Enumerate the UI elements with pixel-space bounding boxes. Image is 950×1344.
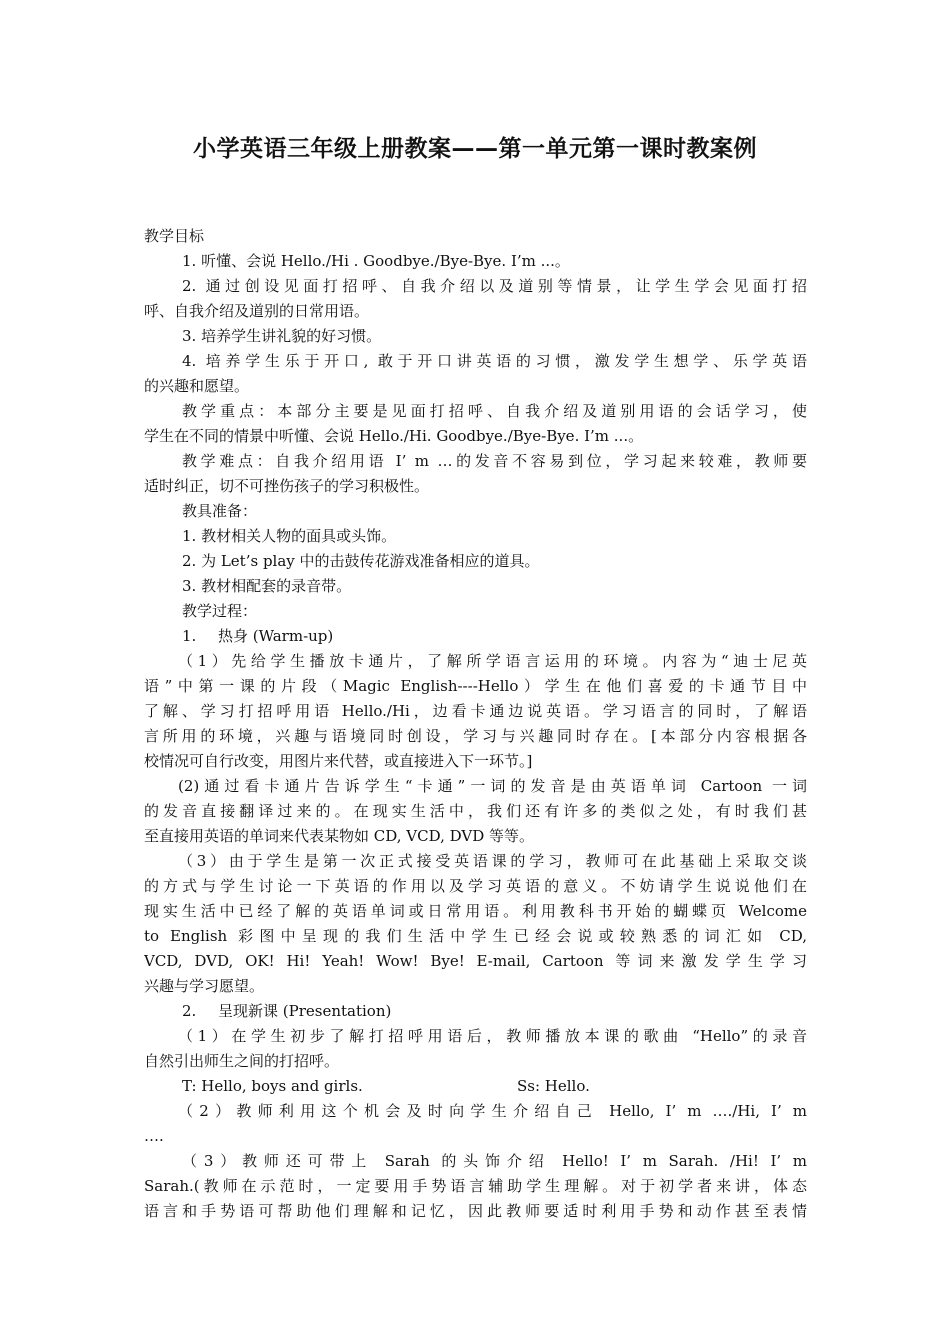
paragraph-line: 现实生活中已经了解的英语单词或日常用语。利用教科书开始的蝴蝶页 Welcome xyxy=(144,902,807,920)
paragraph-line: (2)通过看卡通片告诉学生“卡通”一词的发音是由英语单词 Cartoon 一词 xyxy=(178,777,807,795)
paragraph-line: 兴趣与学习愿望。 xyxy=(144,977,265,995)
step-title: 呈现新课 (Presentation) xyxy=(218,1002,392,1020)
paragraph-line: 自然引出师生之间的打招呼。 xyxy=(144,1052,340,1070)
paragraph-line: to English 彩图中呈现的我们生活中学生已经会说或较熟悉的词汇如 CD, xyxy=(144,927,807,945)
paragraph-line: 3. 培养学生讲礼貌的好习惯。 xyxy=(182,327,382,345)
paragraph-line: 的兴趣和愿望。 xyxy=(144,377,250,395)
paragraph-line: （1）先给学生播放卡通片，了解所学语言运用的环境。内容为“迪士尼英 xyxy=(178,652,807,670)
paragraph-line: 语”中第一课的片段（Magic English----Hello）学生在他们喜爱的卡通节目中 xyxy=(144,677,807,695)
step-heading-presentation xyxy=(144,999,807,1024)
step-number: 2. xyxy=(182,1002,197,1020)
step-heading-warmup xyxy=(144,624,807,649)
dialogue-line xyxy=(144,1074,807,1099)
paragraph-line: 4. 培养学生乐于开口, 敢于开口讲英语的习惯，激发学生想学、乐学英语 xyxy=(182,352,807,370)
section-heading-objectives: 教学目标 xyxy=(144,227,205,245)
document-body xyxy=(144,224,807,1224)
paragraph-line: 言所用的环境，兴趣与语境同时创设，学习与兴趣同时存在。[本部分内容根据各 xyxy=(144,727,807,745)
paragraph-line: （3）由于学生是第一次正式接受英语课的学习，教师可在此基础上采取交谈 xyxy=(178,852,807,870)
paragraph-line: 了解、学习打招呼用语 Hello./Hi，边看卡通边说英语。学习语言的同时，了解语 xyxy=(144,702,807,720)
step-title: 热身 (Warm-up) xyxy=(218,627,334,645)
paragraph-line: Sarah.(教师在示范时，一定要用手势语言辅助学生理解。对于初学者来讲，体态 xyxy=(144,1177,807,1195)
paragraph-line: 校情况可自行改变，用图片来代替，或直接进入下一环节。] xyxy=(144,752,533,770)
paragraph-line: 适时纠正，切不可挫伤孩子的学习积极性。 xyxy=(144,477,430,495)
section-heading-process: 教学过程： xyxy=(182,602,258,620)
paragraph-line: 1. 听懂、会说 Hello./Hi . Goodbye./Bye-Bye. I’m ...。 xyxy=(182,252,570,270)
paragraph-line: 教学重点：本部分主要是见面打招呼、自我介绍及道别用语的会话学习，使 xyxy=(182,402,807,420)
dialogue-students: Ss: Hello. xyxy=(517,1077,590,1095)
step-number: 1. xyxy=(182,627,197,645)
paragraph-line: 2. 通过创设见面打招呼、自我介绍以及道别等情景，让学生学会见面打招 xyxy=(182,277,807,295)
paragraph-line: 2. 为 Let’s play 中的击鼓传花游戏准备相应的道具。 xyxy=(182,552,540,570)
paragraph-line: VCD, DVD, OK! Hi! Yeah! Wow! Bye! E-mail, Cartoon 等词来激发学生学习 xyxy=(144,952,807,970)
paragraph-line: …. xyxy=(144,1127,164,1145)
paragraph-line: 学生在不同的情景中听懂、会说 Hello./Hi. Goodbye./Bye-Bye. I’m ...。 xyxy=(144,427,644,445)
paragraph-line: 至直接用英语的单词来代表某物如 CD, VCD, DVD 等等。 xyxy=(144,827,535,845)
paragraph-line: 的发音直接翻译过来的。在现实生活中，我们还有许多的类似之处，有时我们甚 xyxy=(144,802,807,820)
paragraph-line: 教学难点：自我介绍用语 I’ m …的发音不容易到位，学习起来较难，教师要 xyxy=(182,452,807,470)
section-heading-materials: 教具准备： xyxy=(182,502,258,520)
paragraph-line: 的方式与学生讨论一下英语的作用以及学习英语的意义。不妨请学生说说他们在 xyxy=(144,877,807,895)
document-title: 小学英语三年级上册教案——第一单元第一课时教案例 xyxy=(193,136,757,162)
dialogue-teacher: T: Hello, boys and girls. xyxy=(182,1077,363,1095)
paragraph-line: （2）教师利用这个机会及时向学生介绍自己 Hello, I’ m ….∕Hi, I’ m xyxy=(178,1102,807,1120)
paragraph-line: （1）在学生初步了解打招呼用语后，教师播放本课的歌曲 “Hello”的录音 xyxy=(178,1027,807,1045)
paragraph-line: 1. 教材相关人物的面具或头饰。 xyxy=(182,527,397,545)
paragraph-line: 语言和手势语可帮助他们理解和记忆，因此教师要适时利用手势和动作甚至表情 xyxy=(144,1202,807,1220)
paragraph-line: 呼、自我介绍及道别的日常用语。 xyxy=(144,302,370,320)
paragraph-line: （3）教师还可带上 Sarah 的头饰介绍 Hello! I’ m Sarah. /Hi! I’ m xyxy=(182,1152,807,1170)
paragraph-line: 3. 教材相配套的录音带。 xyxy=(182,577,352,595)
